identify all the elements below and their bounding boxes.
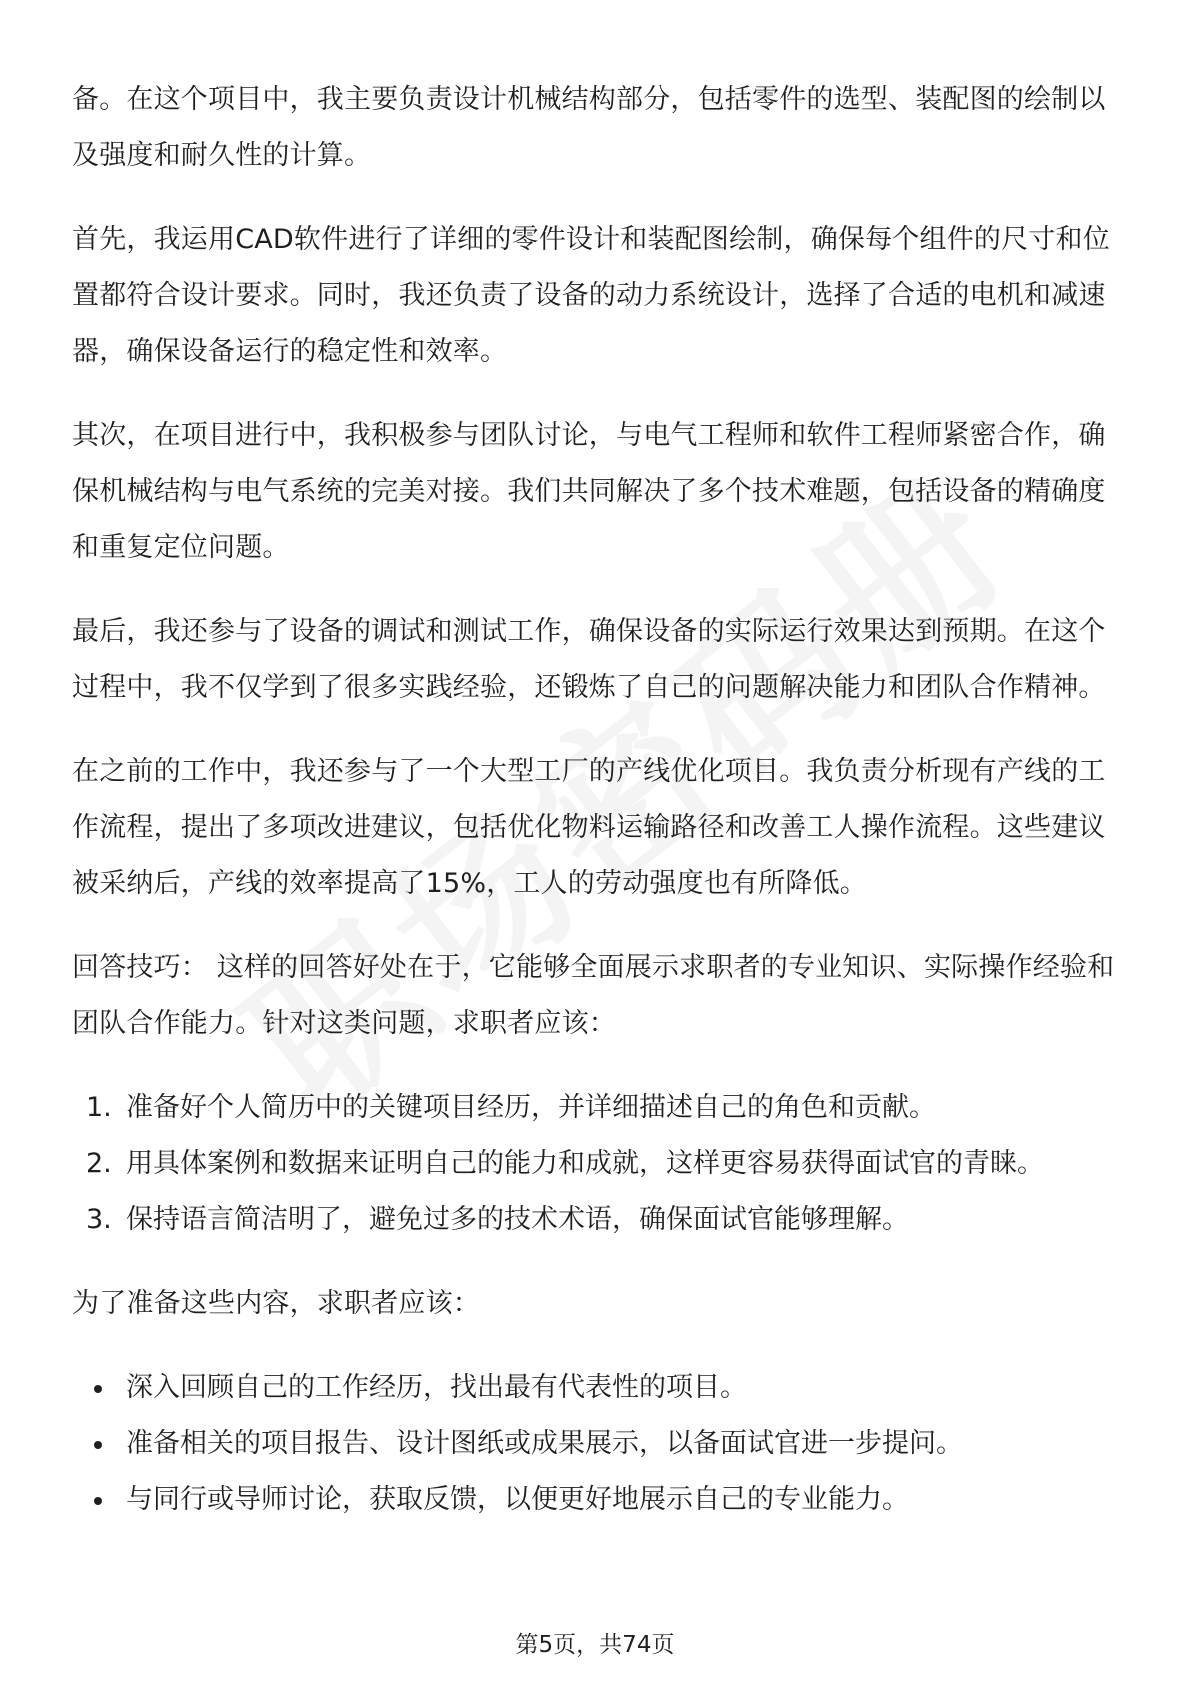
list-item — [72, 1416, 1122, 1472]
paragraph-preparation: 为了准备这些内容，求职者应该： — [72, 1288, 480, 1319]
list-item-text: 准备好个人简历中的关键项目经历，并详细描述自己的角色和贡献。 — [126, 1092, 936, 1123]
bullet-dot-icon — [94, 1385, 102, 1393]
bullet-dot-icon — [94, 1441, 102, 1449]
paragraph-first: 首先，我运用CAD软件进行了详细的零件设计和装配图绘制，确保每个组件的尺寸和位置都符合设计要求。同时，我还负责了设备的动力系统设计，选择了合适的电机和减速器，确保设备运行的稳定性和效率。 — [72, 224, 1110, 367]
list-item-text: 保持语言简洁明了，避免过多的技术术语，确保面试官能够理解。 — [126, 1204, 909, 1235]
paragraph-previous-work: 在之前的工作中，我还参与了一个大型工厂的产线优化项目。我负责分析现有产线的工作流程，提出了多项改进建议，包括优化物料运输路径和改善工人操作流程。这些建议被采纳后，产线的效率提高了15%，工人的劳动强度也有所降低。 — [72, 756, 1106, 899]
bullet-dot-icon — [94, 1497, 102, 1505]
paragraph-second: 其次，在项目进行中，我积极参与团队讨论，与电气工程师和软件工程师紧密合作，确保机械结构与电气系统的完美对接。我们共同解决了多个技术难题，包括设备的精确度和重复定位问题。 — [72, 420, 1106, 563]
list-item-text: 准备相关的项目报告、设计图纸或成果展示，以备面试官进一步提问。 — [126, 1428, 963, 1459]
list-number: 1. — [86, 1092, 112, 1123]
paragraph-answer-tips: 回答技巧： 这样的回答好处在于，它能够全面展示求职者的专业知识、实际操作经验和团队合作能力。针对这类问题，求职者应该： — [72, 952, 1115, 1039]
list-item — [72, 1136, 1122, 1192]
list-number: 3. — [86, 1204, 112, 1235]
page-number-footer: 第5页，共74页 — [515, 1632, 675, 1658]
list-item — [72, 1472, 1122, 1528]
bullet-list — [72, 1360, 1122, 1528]
list-item — [72, 1080, 1122, 1136]
list-item-text: 深入回顾自己的工作经历，找出最有代表性的项目。 — [126, 1372, 747, 1403]
list-number: 2. — [86, 1148, 112, 1179]
list-item-text: 用具体案例和数据来证明自己的能力和成就，这样更容易获得面试官的青睐。 — [126, 1148, 1044, 1179]
paragraph-intro: 备。在这个项目中，我主要负责设计机械结构部分，包括零件的选型、装配图的绘制以及强度和耐久性的计算。 — [72, 84, 1106, 171]
list-item — [72, 1360, 1122, 1416]
numbered-list — [72, 1080, 1122, 1248]
list-item-text: 与同行或导师讨论，获取反馈，以便更好地展示自己的专业能力。 — [126, 1484, 909, 1515]
paragraph-finally: 最后，我还参与了设备的调试和测试工作，确保设备的实际运行效果达到预期。在这个过程中，我不仅学到了很多实践经验，还锻炼了自己的问题解决能力和团队合作精神。 — [72, 616, 1106, 703]
list-item — [72, 1192, 1122, 1248]
document-body — [72, 72, 1122, 1556]
